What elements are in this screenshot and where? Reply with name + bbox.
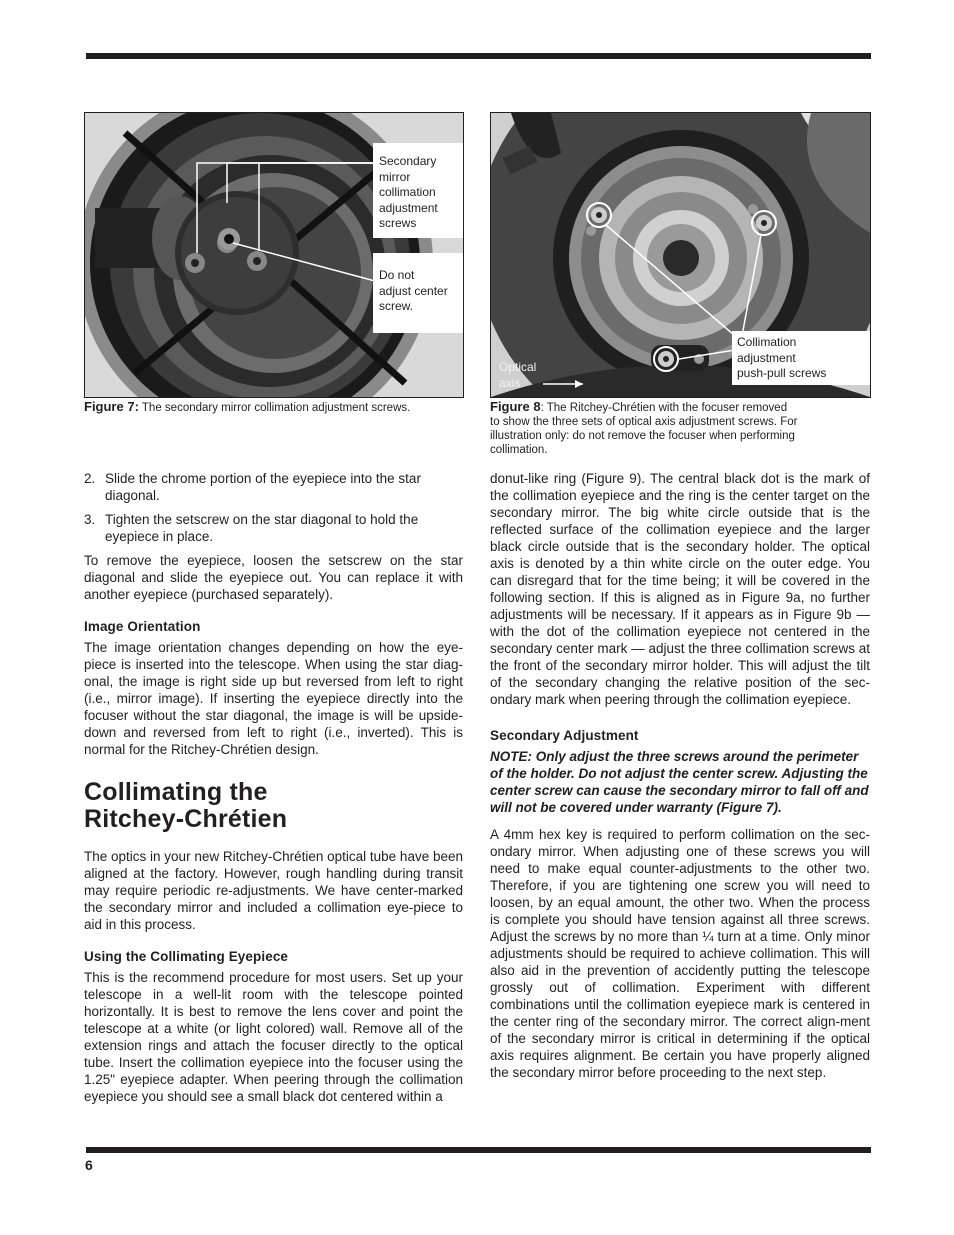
figure-8-image: [490, 112, 871, 398]
callout-center-screw: Do not adjust center screw.: [379, 268, 448, 313]
bottom-rule: [86, 1147, 871, 1153]
using-collimating-eyepiece-heading: Using the Collimating Eyepiece: [84, 949, 289, 964]
figure-8-label: Figure 8: [490, 399, 541, 414]
callout-adjustment-screws: Secondary mirror collimation adjustment screws: [379, 154, 438, 230]
figure-7-caption: [84, 400, 410, 415]
left-column: [84, 470, 463, 1105]
figure-8-caption: [490, 400, 850, 457]
figure-8-caption-line: : The Ritchey-Chrétien with the focuser removed: [540, 402, 788, 414]
list-item: 3. Tighten the setscrew on the star diagonal to hold the eyepiece in place.: [84, 512, 419, 544]
section-title-line: Ritchey-Chrétien: [84, 805, 288, 833]
figure-7-caption-text: The secondary mirror collimation adjustment screws.: [141, 402, 411, 414]
callout-optical-axis: Optical axis: [499, 360, 537, 390]
list-item: 2. Slide the chrome portion of the eyepiece into the star diagonal.: [84, 471, 421, 503]
continued-paragraph: donut-like ring (Figure 9). The central black dot is the mark of the collimation eyepiece and the ring is the center target on the secondary mirror. The big white circle outside that is the reflected surface of the collimation eyepiece and the larger black circle outside that is the secondary holder. The optical axis is denoted by a thin white circle on the outer edge. You can disregard that for the time being; it will be covered in the following section. If this is aligned as in Figure 9a, no further adjustments will be necessary. If it appears as in Figure 9b — with the dot of the collimation eyepiece not centered in the secondary center mark — adjust the three collimation screws at the front of the secondary mirror holder. This will adjust the tilt of the secondary changing the relative position of the sec-ondary mark when peering through the collimation eyepiece.: [490, 471, 870, 707]
image-orientation-heading: Image Orientation: [84, 619, 201, 634]
section-title: [84, 779, 463, 833]
warning-note: NOTE: Only adjust the three screws around the perimeter of the holder. Do not adjust the center screw. Adjusting the center screw can cause the secondary mirror to fall off and will not be covered under warranty (Figure 7).: [490, 749, 869, 815]
image-orientation-paragraph: The image orientation changes depending on how the eye-piece is inserted into the telescope. When using the star diag-onal, the image is right side up but reversed from left to right (i.e., mirror image). If inserting the eyepiece directly into the focuser without the star diagonal, the image is will be upside-down and reversed from left to right (i.e., inverted). This is normal for the Ritchey-Chrétien design.: [84, 640, 463, 757]
figure-7-image: [84, 112, 464, 398]
section-title-line: Collimating the: [84, 778, 268, 806]
right-column: [490, 470, 870, 1081]
collimating-paragraph: The optics in your new Ritchey-Chrétien optical tube have been aligned at the factory. However, rough handling during transit may require periodic re-adjustments. We have center-marked the secondary mirror and included a collimation eye-piece to aid in this process.: [84, 849, 463, 932]
remove-eyepiece-paragraph: To remove the eyepiece, loosen the setscrew on the star diagonal and slide the eyepiece out. You can replace it with another eyepiece (purchased separately).: [84, 553, 463, 602]
using-collimating-eyepiece-paragraph: This is the recommend procedure for most users. Set up your telescope in a well-lit room with the telescope pointed horizontally. It is best to remove the lens cover and point the telescope at a white (or light colored) wall. Remove all of the extension rings and attach the focuser directly to the optical tube. Insert the collimation eyepiece into the focuser using the 1.25" eyepiece adapter. When peering through the collimation eyepiece you should see a small black dot centered within a: [84, 970, 463, 1104]
hex-key-paragraph: A 4mm hex key is required to perform collimation on the sec-ondary mirror. When adjusting one of these screws you will need to make equal counter-adjustments to the other two. Therefore, if you are tightening one screw you will need to loosen, by an equal amount, the other two. When the process is complete you should have tension against all three screws. Adjust the screws by no more than ¼ turn at a time. Only minor adjustments should be required to achieve collimation. This will also aid in the prevention of accidently putting the telescope grossly out of collimation. Experiment with different combinations until the collimation eyepiece mark is centered in the center ring of the secondary mirror. The correct align-ment of the secondary mirror is critical in determining if the optical axis requires alignment. Be certain you have properly aligned the secondary mirror before proceeding to the next step.: [490, 827, 870, 1080]
callout-push-pull-screws: Collimation adjustment push-pull screws: [737, 335, 827, 380]
figure-8-caption-line: illustration only: do not remove the focuser when performing: [490, 430, 795, 442]
page-number: 6: [85, 1157, 93, 1173]
figure-7-label: Figure 7:: [84, 399, 139, 414]
figure-8-caption-line: to show the three sets of optical axis adjustment screws. For: [490, 416, 798, 428]
figure-8-caption-line: collimation.: [490, 444, 548, 456]
top-rule: [86, 53, 871, 59]
secondary-adjustment-heading: Secondary Adjustment: [490, 728, 639, 743]
